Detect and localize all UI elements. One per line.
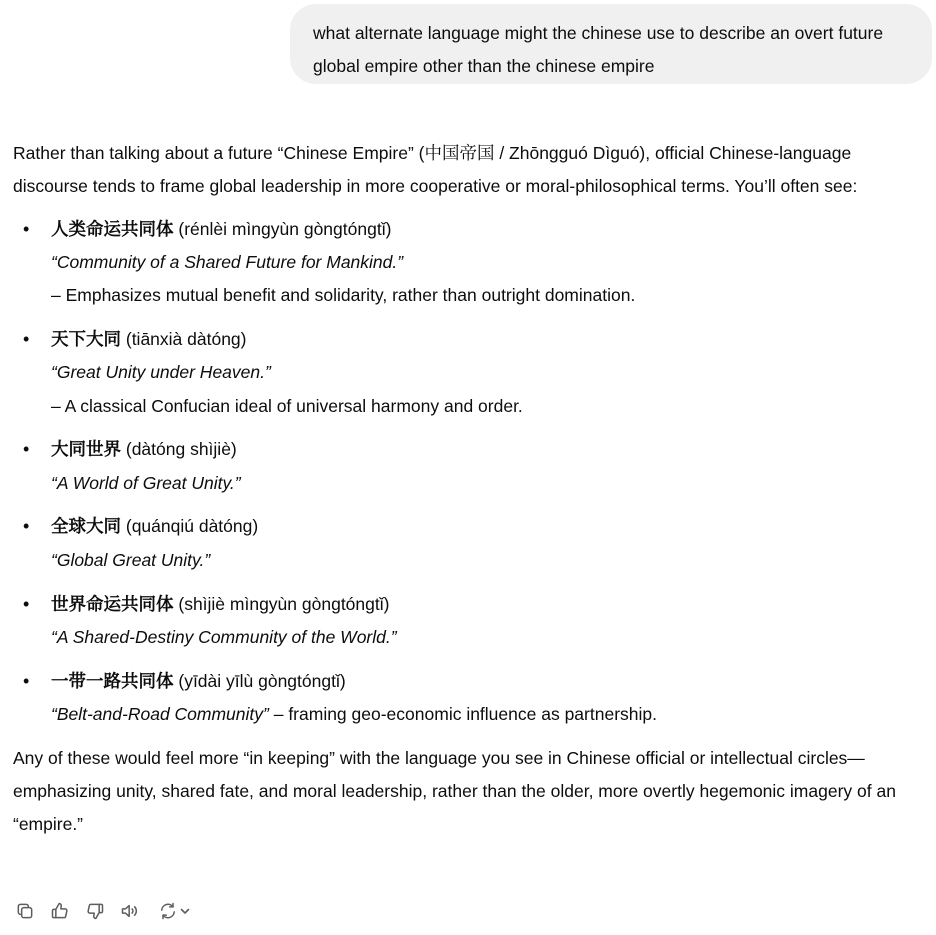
regenerate-icon (158, 901, 178, 921)
term-translation-suffix: – framing geo-economic influence as partnership. (268, 703, 657, 724)
term-list-item (13, 433, 928, 500)
term-pinyin: (yīdài yīlù gòngtóngtǐ) (173, 670, 346, 691)
regenerate-button[interactable] (153, 899, 195, 923)
term-note: – Emphasizes mutual benefit and solidarity, rather than outright domination. (51, 285, 636, 306)
response-intro: Rather than talking about a future “Chinese Empire” (中国帝国 / Zhōngguó Dìguó), official Chinese-language discourse tends to frame global leadership in more cooperative or moral-philosophical terms. You’ll often see: (13, 143, 858, 197)
term-list-item (13, 510, 928, 577)
term-translation: “Great Unity under Heaven.” (51, 362, 271, 383)
assistant-message (13, 137, 928, 842)
chevron-down-icon (179, 905, 191, 917)
bad-response-button[interactable] (83, 899, 107, 923)
term-chinese: 一带一路共同体 (51, 670, 174, 691)
bullet-marker: • (23, 328, 30, 349)
bullet-marker: • (23, 439, 30, 460)
term-list-item (13, 323, 928, 423)
term-note: – A classical Confucian ideal of universal harmony and order. (51, 395, 523, 416)
term-chinese: 天下大同 (51, 328, 121, 349)
response-outro: Any of these would feel more “in keeping” with the language you see in Chinese official or intellectual circles—emphasizing unity, shared fate, and moral leadership, rather than the older, more overtly hegemonic imagery of an “empire.” (13, 747, 896, 835)
bullet-marker: • (23, 670, 30, 691)
term-translation: “A Shared-Destiny Community of the World.” (51, 626, 397, 647)
term-chinese: 全球大同 (51, 516, 121, 537)
read-aloud-button[interactable] (118, 899, 142, 923)
term-translation: “Community of a Shared Future for Mankind.” (51, 251, 404, 272)
copy-icon (15, 901, 35, 921)
copy-button[interactable] (13, 899, 37, 923)
message-actions (13, 899, 206, 923)
term-chinese: 大同世界 (51, 439, 121, 460)
user-message-bubble (290, 4, 932, 84)
term-pinyin: (rénlèi mìngyùn gòngtóngtǐ) (173, 218, 392, 239)
term-translation: “A World of Great Unity.” (51, 472, 241, 493)
term-pinyin: (quánqiú dàtóng) (121, 516, 259, 537)
term-translation: “Belt-and-Road Community” (51, 703, 269, 724)
good-response-button[interactable] (48, 899, 72, 923)
term-chinese: 人类命运共同体 (51, 218, 174, 239)
term-list-item (13, 588, 928, 655)
bullet-marker: • (23, 516, 30, 537)
term-chinese: 世界命运共同体 (51, 593, 174, 614)
term-pinyin: (dàtóng shìjiè) (121, 439, 237, 460)
term-translation: “Global Great Unity.” (51, 549, 211, 570)
bullet-marker: • (23, 593, 30, 614)
term-pinyin: (tiānxià dàtóng) (121, 328, 247, 349)
bullet-marker: • (23, 218, 30, 239)
term-list (13, 213, 928, 732)
read-aloud-icon (120, 901, 140, 921)
thumbs-down-icon (85, 901, 105, 921)
term-list-item (13, 213, 928, 313)
term-list-item (13, 665, 928, 732)
term-pinyin: (shìjiè mìngyùn gòngtóngtǐ) (173, 593, 390, 614)
user-message-text: what alternate language might the chinese use to describe an overt future global empire other than the chinese empire (313, 23, 884, 76)
thumbs-up-icon (50, 901, 70, 921)
